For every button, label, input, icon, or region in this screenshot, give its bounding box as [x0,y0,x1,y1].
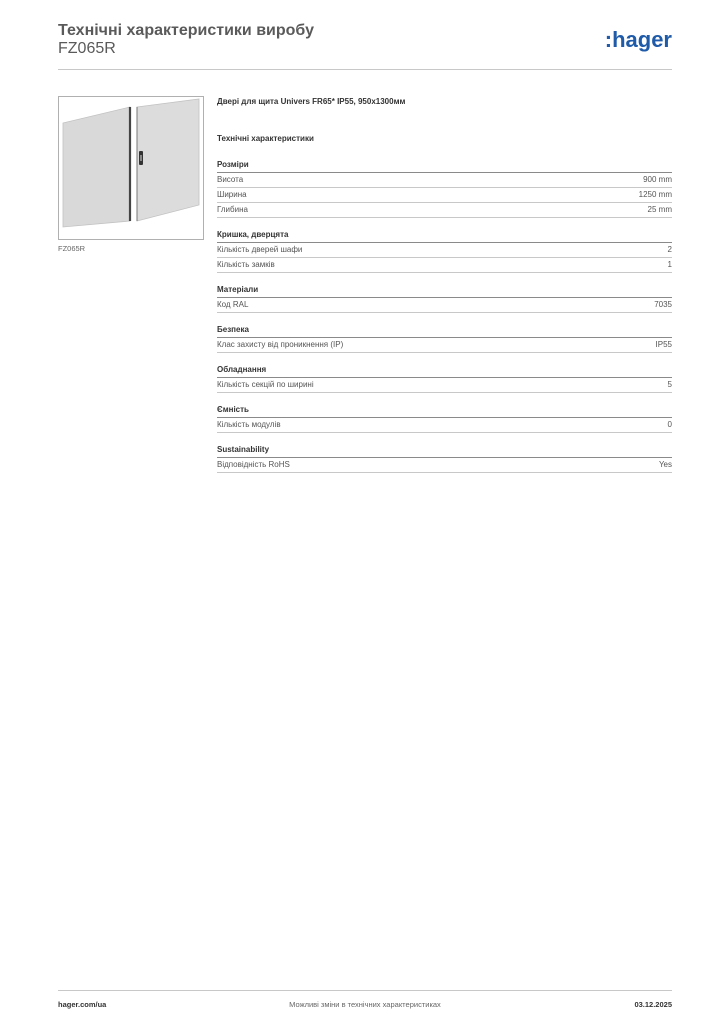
spec-row [217,458,672,473]
spec-value: 0 [667,420,672,429]
spec-row [217,418,672,433]
spec-value: Yes [658,460,672,469]
footer-notice: Можливі зміни в технічних характеристиках [289,1000,441,1009]
section-title: Розміри [217,158,672,173]
spec-value: 5 [667,380,672,389]
spec-row [217,338,672,353]
spec-value: 2 [667,245,672,254]
spec-label: Кількість замків [217,260,275,269]
spec-label: Ширина [217,190,247,199]
spec-label: Кількість секцій по ширині [217,380,314,389]
specs-heading: Технічні характеристики [217,134,314,143]
image-caption: FZ065R [58,244,86,253]
product-code: FZ065R [58,40,116,57]
section-title: Кришка, дверцята [217,228,672,243]
spec-label: Код RAL [217,300,249,309]
product-name: Двері для щита Univers FR65* IP55, 950x1300мм [217,97,406,106]
product-image [58,96,204,240]
svg-text::hager: :hager [604,28,672,52]
spec-section [217,228,672,273]
spec-row [217,258,672,273]
spec-label: Кількість дверей шафи [217,245,303,254]
spec-section [217,403,672,433]
footer-date: 03.12.2025 [634,1000,672,1009]
spec-section [217,363,672,393]
spec-value: 25 mm [647,205,672,214]
spec-sections [217,158,672,473]
spec-row [217,243,672,258]
spec-label: Відповідність RoHS [217,460,290,469]
spec-row [217,298,672,313]
spec-label: Глибина [217,205,248,214]
spec-value: 1250 mm [638,190,672,199]
cabinet-doors-icon [59,97,203,239]
spec-label: Кількість модулів [217,420,281,429]
spec-value: 900 mm [643,175,672,184]
page-footer [58,990,672,1017]
spec-value: 7035 [654,300,672,309]
spec-value: IP55 [655,340,672,349]
page-header [58,20,672,70]
hager-logo [590,28,672,52]
spec-row [217,203,672,218]
section-title: Обладнання [217,363,672,378]
section-title: Безпека [217,323,672,338]
section-title: Sustainability [217,443,672,458]
section-title: Матеріали [217,283,672,298]
spec-row [217,188,672,203]
page-title: Технічні характеристики виробу [58,22,314,39]
spec-section [217,158,672,218]
spec-section [217,283,672,313]
footer-website[interactable]: hager.com/ua [58,1000,107,1009]
section-title: Ємність [217,403,672,418]
spec-content [217,96,672,483]
spec-row [217,173,672,188]
spec-value: 1 [667,260,672,269]
spec-label: Клас захисту від проникнення (IP) [217,340,344,349]
spec-row [217,378,672,393]
spec-section [217,323,672,353]
spec-label: Висота [217,175,244,184]
spec-section [217,443,672,473]
